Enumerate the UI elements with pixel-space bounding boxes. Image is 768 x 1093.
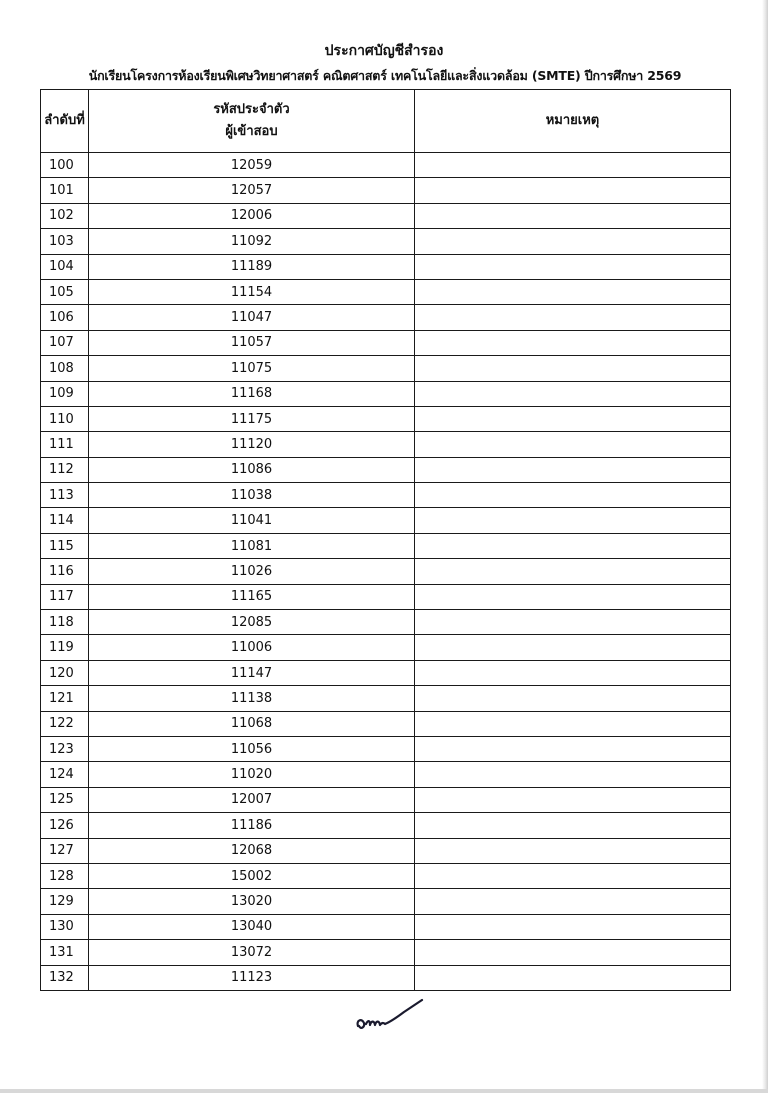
row-remark-cell — [415, 381, 731, 406]
row-exam-id-cell: 12007 — [89, 787, 415, 812]
row-remark-cell — [415, 356, 731, 381]
table-row — [41, 940, 731, 965]
table-row — [41, 889, 731, 914]
table-body — [41, 153, 731, 991]
row-exam-id-cell: 11138 — [89, 686, 415, 711]
row-exam-id-cell: 11092 — [89, 229, 415, 254]
row-order-cell: 125 — [41, 787, 89, 812]
row-remark-cell — [415, 508, 731, 533]
row-order-cell: 101 — [41, 178, 89, 203]
table-header-row — [41, 90, 731, 153]
row-remark-cell — [415, 838, 731, 863]
row-exam-id-cell: 11068 — [89, 711, 415, 736]
row-exam-id-cell: 11038 — [89, 483, 415, 508]
table-row — [41, 203, 731, 228]
header-remark: หมายเหตุ — [415, 90, 731, 153]
table-row — [41, 762, 731, 787]
row-order-cell: 110 — [41, 406, 89, 431]
row-remark-cell — [415, 432, 731, 457]
row-order-cell: 127 — [41, 838, 89, 863]
table-row — [41, 914, 731, 939]
row-exam-id-cell: 11168 — [89, 381, 415, 406]
row-remark-cell — [415, 229, 731, 254]
row-remark-cell — [415, 736, 731, 761]
table-row — [41, 813, 731, 838]
row-exam-id-cell: 11123 — [89, 965, 415, 990]
row-remark-cell — [415, 406, 731, 431]
row-exam-id-cell: 11020 — [89, 762, 415, 787]
row-exam-id-cell: 11189 — [89, 254, 415, 279]
table-row — [41, 686, 731, 711]
row-exam-id-cell: 13020 — [89, 889, 415, 914]
row-remark-cell — [415, 914, 731, 939]
row-exam-id-cell: 11154 — [89, 279, 415, 304]
row-remark-cell — [415, 686, 731, 711]
table-row — [41, 508, 731, 533]
row-order-cell: 128 — [41, 863, 89, 888]
table-row — [41, 635, 731, 660]
table-row — [41, 254, 731, 279]
row-order-cell: 130 — [41, 914, 89, 939]
table-row — [41, 559, 731, 584]
row-remark-cell — [415, 457, 731, 482]
row-order-cell: 118 — [41, 610, 89, 635]
row-order-cell: 108 — [41, 356, 89, 381]
row-order-cell: 103 — [41, 229, 89, 254]
row-order-cell: 107 — [41, 330, 89, 355]
row-order-cell: 121 — [41, 686, 89, 711]
table-row — [41, 330, 731, 355]
row-order-cell: 100 — [41, 153, 89, 178]
table-row — [41, 483, 731, 508]
row-remark-cell — [415, 940, 731, 965]
row-exam-id-cell: 11047 — [89, 305, 415, 330]
row-order-cell: 124 — [41, 762, 89, 787]
row-order-cell: 113 — [41, 483, 89, 508]
row-exam-id-cell: 11075 — [89, 356, 415, 381]
row-exam-id-cell: 11056 — [89, 736, 415, 761]
table-row — [41, 660, 731, 685]
header-exam-id-line1: รหัสประจำตัว — [213, 102, 290, 117]
row-remark-cell — [415, 787, 731, 812]
row-remark-cell — [415, 254, 731, 279]
row-remark-cell — [415, 965, 731, 990]
row-remark-cell — [415, 711, 731, 736]
page-edge-shadow — [762, 0, 768, 1093]
row-order-cell: 131 — [41, 940, 89, 965]
row-exam-id-cell: 11081 — [89, 533, 415, 558]
header-exam-id-line2: ผู้เข้าสอบ — [225, 124, 278, 139]
row-exam-id-cell: 12057 — [89, 178, 415, 203]
row-order-cell: 126 — [41, 813, 89, 838]
row-order-cell: 122 — [41, 711, 89, 736]
table-row — [41, 432, 731, 457]
table-row — [41, 178, 731, 203]
row-remark-cell — [415, 483, 731, 508]
table-row — [41, 584, 731, 609]
table-row — [41, 279, 731, 304]
row-order-cell: 102 — [41, 203, 89, 228]
row-order-cell: 109 — [41, 381, 89, 406]
row-remark-cell — [415, 584, 731, 609]
row-order-cell: 104 — [41, 254, 89, 279]
row-remark-cell — [415, 863, 731, 888]
row-exam-id-cell: 11186 — [89, 813, 415, 838]
row-exam-id-cell: 11026 — [89, 559, 415, 584]
table-row — [41, 787, 731, 812]
row-exam-id-cell: 13072 — [89, 940, 415, 965]
table-row — [41, 863, 731, 888]
table-row — [41, 153, 731, 178]
row-order-cell: 123 — [41, 736, 89, 761]
row-remark-cell — [415, 762, 731, 787]
row-exam-id-cell: 11147 — [89, 660, 415, 685]
row-exam-id-cell: 12059 — [89, 153, 415, 178]
table-row — [41, 356, 731, 381]
row-remark-cell — [415, 305, 731, 330]
row-order-cell: 120 — [41, 660, 89, 685]
row-remark-cell — [415, 153, 731, 178]
row-order-cell: 106 — [41, 305, 89, 330]
row-exam-id-cell: 15002 — [89, 863, 415, 888]
row-exam-id-cell: 12006 — [89, 203, 415, 228]
row-order-cell: 114 — [41, 508, 89, 533]
row-remark-cell — [415, 559, 731, 584]
table-row — [41, 457, 731, 482]
table-row — [41, 965, 731, 990]
row-exam-id-cell: 13040 — [89, 914, 415, 939]
row-exam-id-cell: 11057 — [89, 330, 415, 355]
row-remark-cell — [415, 178, 731, 203]
handwritten-signature-icon — [352, 992, 428, 1040]
row-remark-cell — [415, 813, 731, 838]
document-subtitle: นักเรียนโครงการห้องเรียนพิเศษวิทยาศาสตร์ คณิตศาสตร์ เทคโนโลยีและสิ่งแวดล้อม (SMTE) ปีการศึกษา 2569 — [88, 68, 682, 83]
row-order-cell: 117 — [41, 584, 89, 609]
row-exam-id-cell: 11086 — [89, 457, 415, 482]
table-row — [41, 229, 731, 254]
row-exam-id-cell: 11041 — [89, 508, 415, 533]
table-row — [41, 305, 731, 330]
document-title: ประกาศบัญชีสำรอง — [324, 43, 444, 59]
table-row — [41, 381, 731, 406]
table-row — [41, 610, 731, 635]
row-exam-id-cell: 12068 — [89, 838, 415, 863]
table-row — [41, 736, 731, 761]
row-remark-cell — [415, 635, 731, 660]
row-order-cell: 129 — [41, 889, 89, 914]
row-exam-id-cell: 12085 — [89, 610, 415, 635]
table-row — [41, 406, 731, 431]
row-exam-id-cell: 11165 — [89, 584, 415, 609]
row-remark-cell — [415, 889, 731, 914]
row-remark-cell — [415, 533, 731, 558]
table-row — [41, 838, 731, 863]
row-exam-id-cell: 11006 — [89, 635, 415, 660]
row-exam-id-cell: 11120 — [89, 432, 415, 457]
row-remark-cell — [415, 279, 731, 304]
reserve-list-table — [40, 89, 731, 991]
row-order-cell: 105 — [41, 279, 89, 304]
row-order-cell: 116 — [41, 559, 89, 584]
header-exam-id — [89, 90, 415, 153]
row-exam-id-cell: 11175 — [89, 406, 415, 431]
row-remark-cell — [415, 610, 731, 635]
table-row — [41, 711, 731, 736]
row-order-cell: 115 — [41, 533, 89, 558]
row-remark-cell — [415, 203, 731, 228]
row-order-cell: 132 — [41, 965, 89, 990]
row-order-cell: 112 — [41, 457, 89, 482]
row-order-cell: 111 — [41, 432, 89, 457]
header-order: ลำดับที่ — [41, 90, 89, 153]
table-row — [41, 533, 731, 558]
page-bottom-edge — [0, 1089, 768, 1093]
row-remark-cell — [415, 330, 731, 355]
row-order-cell: 119 — [41, 635, 89, 660]
row-remark-cell — [415, 660, 731, 685]
